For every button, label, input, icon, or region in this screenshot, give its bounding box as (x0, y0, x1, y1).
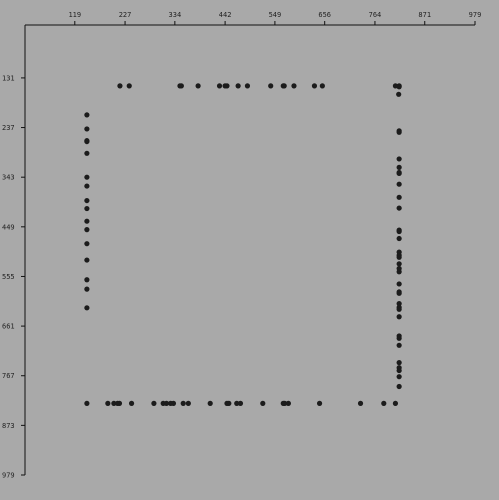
data-point (397, 360, 402, 365)
data-point (397, 261, 402, 266)
data-point (208, 401, 213, 406)
data-point (396, 92, 401, 97)
data-point (84, 277, 89, 282)
data-point (320, 83, 325, 88)
data-point (84, 151, 89, 156)
data-point (105, 401, 110, 406)
data-point (171, 401, 176, 406)
data-point (84, 126, 89, 131)
data-point (181, 401, 186, 406)
data-point (317, 401, 322, 406)
data-point (397, 171, 402, 176)
data-point (224, 83, 229, 88)
data-point (397, 368, 402, 373)
x-tick-label: 549 (268, 11, 282, 19)
data-point (397, 130, 402, 135)
data-point (397, 229, 402, 234)
y-tick-label: 449 (2, 223, 15, 232)
data-point (84, 227, 89, 232)
data-point (397, 165, 402, 170)
data-point (286, 401, 291, 406)
data-point (397, 343, 402, 348)
data-point (238, 401, 243, 406)
data-point (397, 205, 402, 210)
data-point (397, 236, 402, 241)
x-tick-label: 871 (418, 11, 432, 19)
data-point (226, 401, 231, 406)
data-point (84, 241, 89, 246)
data-point (381, 401, 386, 406)
data-point (84, 305, 89, 310)
y-tick-label: 343 (2, 173, 15, 182)
x-tick-label: 442 (218, 11, 232, 19)
x-tick-label: 227 (118, 11, 132, 19)
data-point (127, 83, 132, 88)
data-point (179, 83, 184, 88)
data-point (397, 384, 402, 389)
data-point (397, 291, 402, 296)
data-point (397, 195, 402, 200)
data-point (84, 206, 89, 211)
data-point (260, 401, 265, 406)
data-point (151, 401, 156, 406)
x-tick-label: 656 (318, 11, 332, 19)
data-point (84, 257, 89, 262)
data-point (196, 83, 201, 88)
data-point (217, 83, 222, 88)
data-point (84, 401, 89, 406)
x-tick-label: 764 (368, 11, 382, 19)
data-point (268, 83, 273, 88)
data-point (358, 401, 363, 406)
y-tick-label: 237 (2, 124, 15, 133)
data-point (236, 83, 241, 88)
data-point (397, 281, 402, 286)
data-point (397, 182, 402, 187)
x-tick-label: 334 (168, 11, 182, 19)
data-point (84, 112, 89, 117)
data-point (397, 307, 402, 312)
data-point (291, 83, 296, 88)
y-tick-label: 555 (2, 272, 15, 281)
data-point (397, 374, 402, 379)
data-point (397, 314, 402, 319)
data-point (117, 83, 122, 88)
data-point (397, 336, 402, 341)
data-point (393, 401, 398, 406)
data-point (129, 401, 134, 406)
data-point (84, 139, 89, 144)
data-point (312, 83, 317, 88)
data-point (397, 269, 402, 274)
data-point (245, 83, 250, 88)
data-point (84, 183, 89, 188)
data-point (117, 401, 122, 406)
y-tick-label: 767 (2, 372, 15, 381)
data-point (84, 175, 89, 180)
data-point (397, 156, 402, 161)
data-point (84, 286, 89, 291)
y-tick-label: 661 (2, 322, 15, 331)
y-tick-label: 873 (2, 421, 15, 430)
y-tick-label: 979 (2, 471, 15, 480)
data-point (282, 83, 287, 88)
x-tick-label: 119 (68, 11, 82, 19)
data-point (397, 255, 402, 260)
data-point (397, 84, 402, 89)
data-point (84, 219, 89, 224)
data-point (186, 401, 191, 406)
data-point (84, 198, 89, 203)
y-tick-label: 131 (2, 74, 15, 83)
x-tick-label: 979 (468, 11, 482, 19)
